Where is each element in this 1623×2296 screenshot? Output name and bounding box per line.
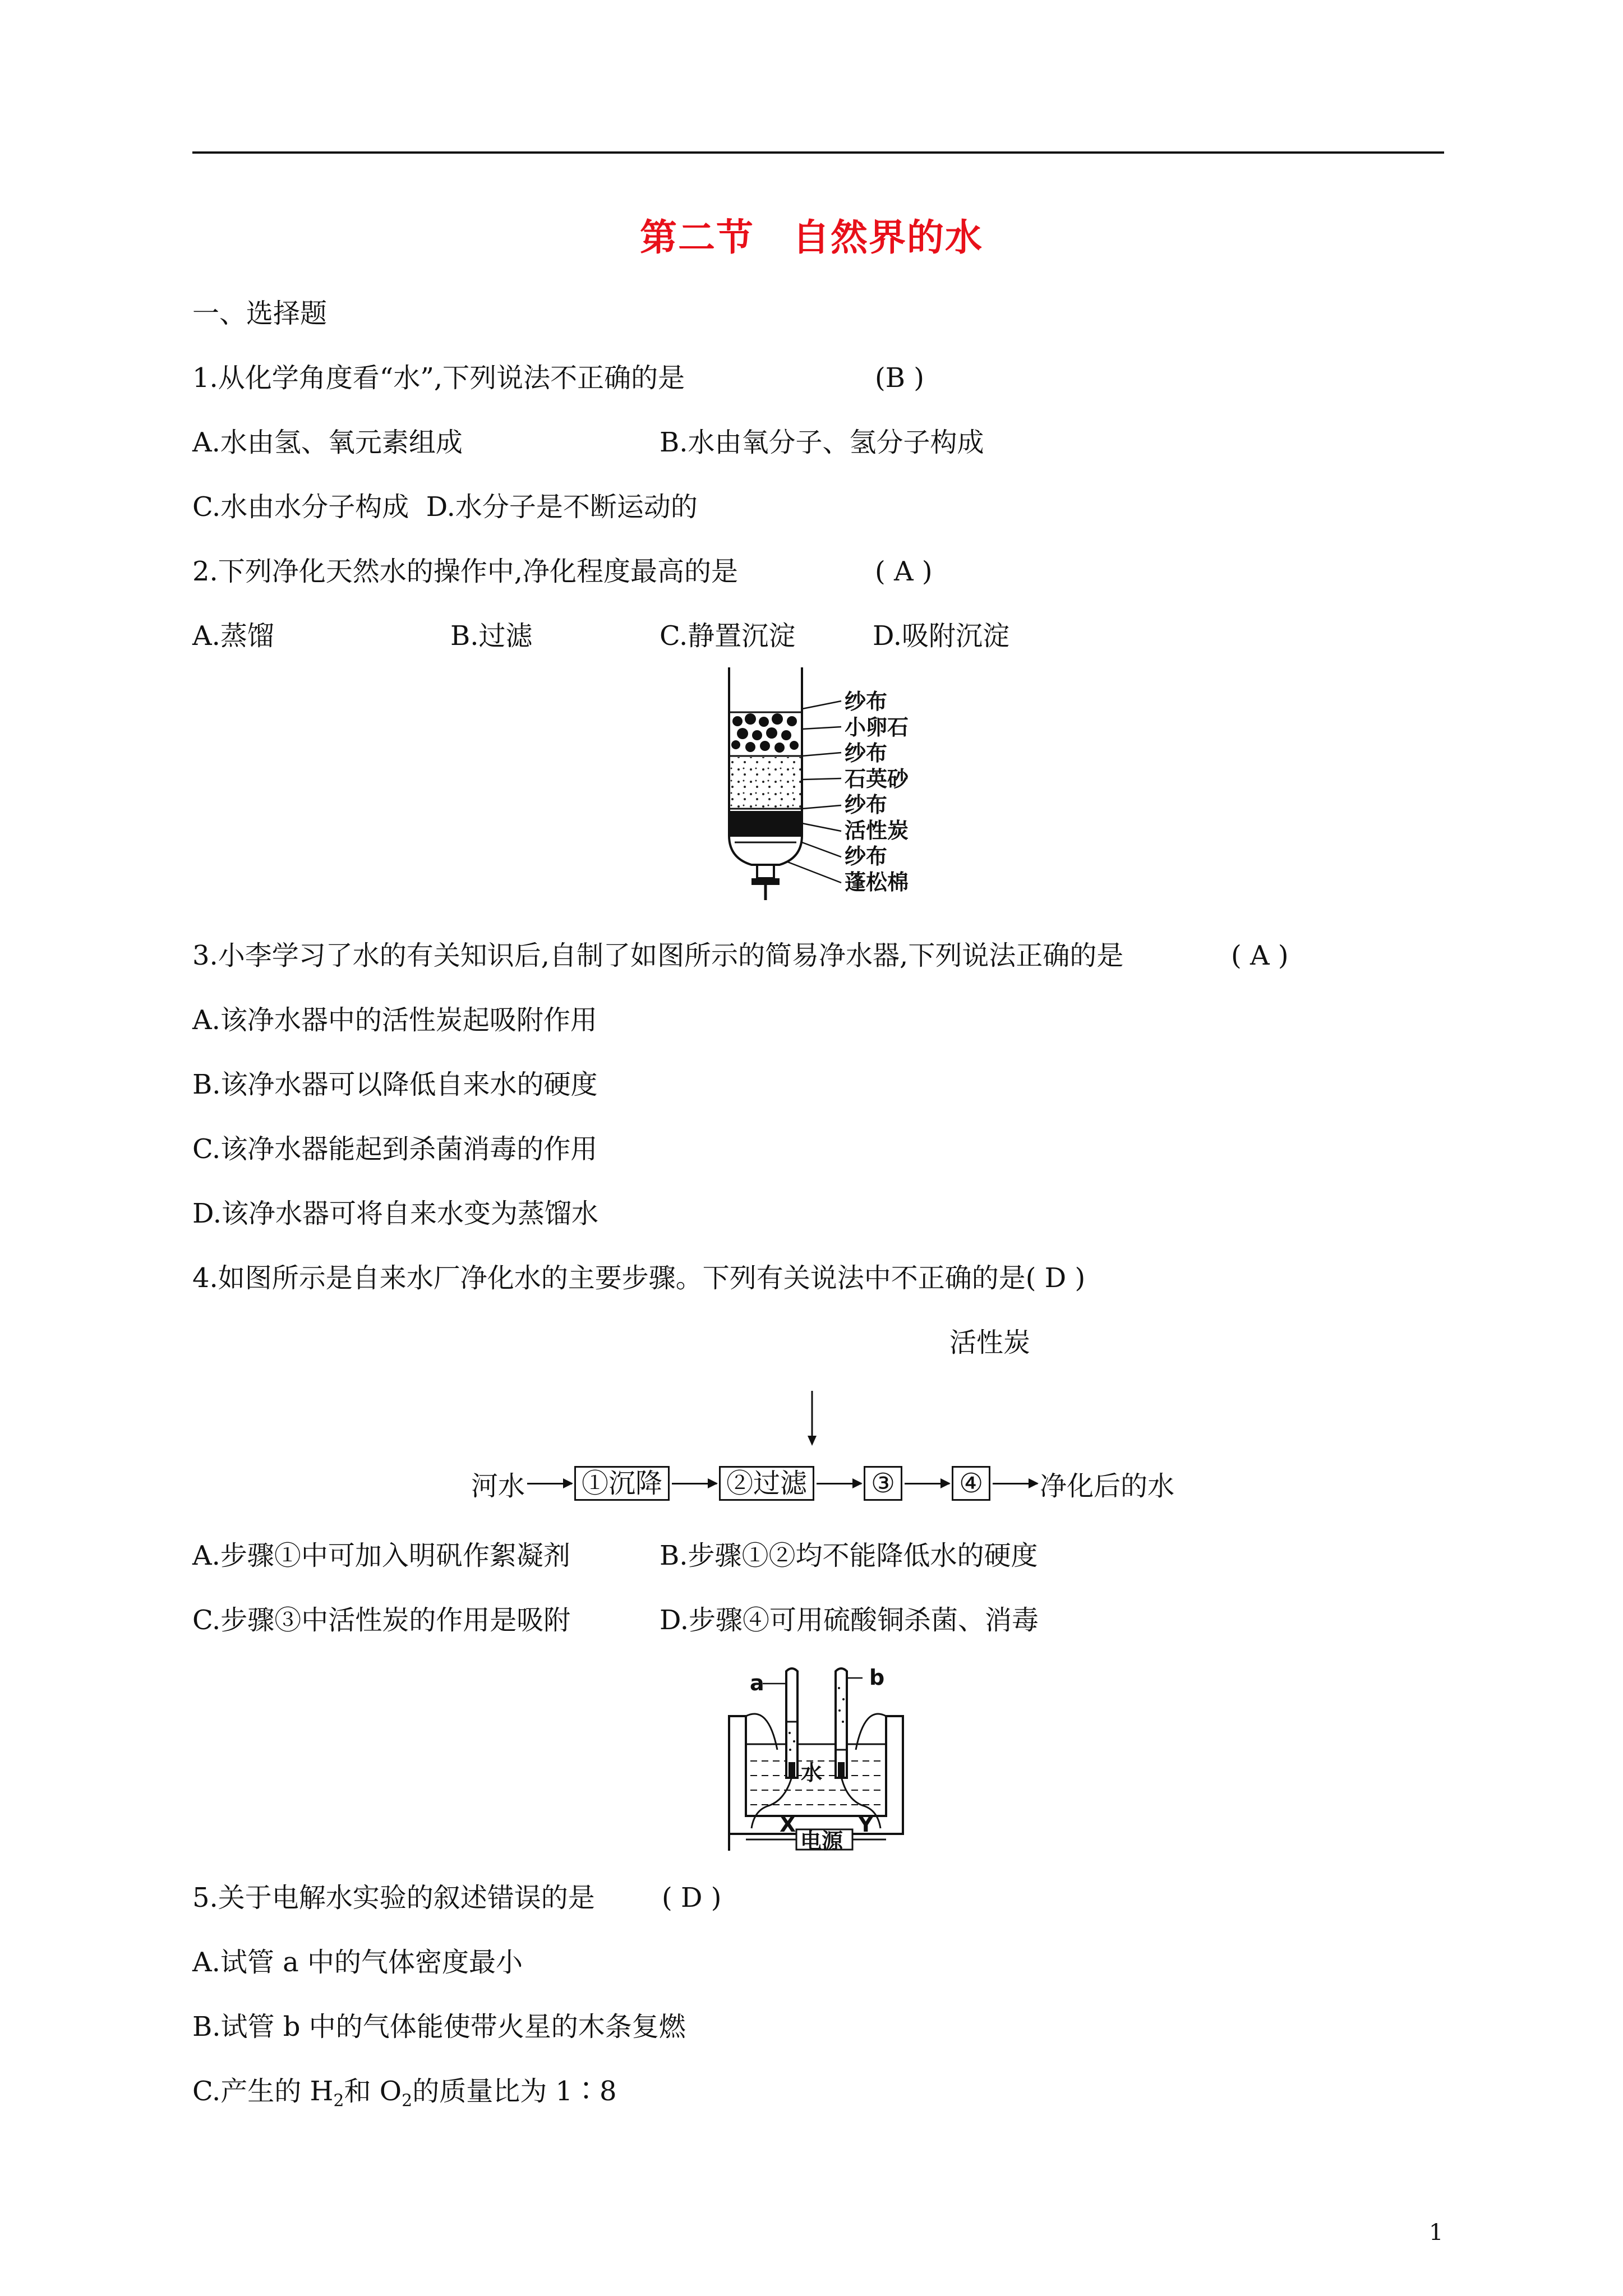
flow-step-2: ②过滤	[719, 1466, 814, 1501]
flow-start: 河水	[471, 1470, 525, 1502]
q3-answer: ( A )	[1231, 940, 1289, 971]
filter-label-gauze-1: 纱布	[845, 689, 888, 714]
q3-option-a: A.该净水器中的活性炭起吸附作用	[192, 1004, 597, 1036]
q5-option-c	[192, 2078, 617, 2110]
q5-stem: 5.关于电解水实验的叙述错误的是	[192, 1882, 595, 1914]
q1-option-cd: C.水由水分子构成 D.水分子是不断运动的	[192, 491, 698, 523]
q5-option-c-suffix: 的质量比为 1∶8	[412, 2076, 617, 2107]
water-filter-diagram	[723, 667, 959, 909]
q3-stem: 3.小李学习了水的有关知识后,自制了如图所示的简易净水器,下列说法正确的是	[192, 940, 1124, 971]
q5-option-a: A.试管 a 中的气体密度最小	[192, 1947, 523, 1978]
flow-end: 净化后的水	[1040, 1470, 1175, 1502]
electrode-y-label: Y	[858, 1812, 874, 1837]
q2-option-c: C.静置沉淀	[660, 620, 796, 652]
q5-option-c-prefix: C.产生的 H	[192, 2076, 334, 2107]
subscript: 2	[333, 2091, 344, 2111]
tube-b-label: b	[869, 1665, 885, 1690]
flow-additive-label: 活性炭	[949, 1327, 1031, 1358]
section-heading: 一、选择题	[192, 298, 328, 329]
header-rule	[192, 151, 1444, 154]
flow-arrow	[527, 1483, 572, 1484]
purification-flowchart	[471, 1464, 1174, 1503]
q5-answer: ( D )	[662, 1882, 722, 1914]
q1-answer: (B )	[875, 362, 924, 394]
flow-arrow	[905, 1483, 949, 1484]
filter-label-activated-carbon: 活性炭	[845, 818, 909, 843]
power-source-label: 电源	[800, 1829, 843, 1854]
q5-option-b: B.试管 b 中的气体能使带火星的木条复燃	[192, 2011, 686, 2043]
filter-label-gauze-2: 纱布	[845, 741, 888, 766]
q2-option-b: B.过滤	[450, 620, 533, 652]
flow-arrow	[993, 1483, 1038, 1484]
q3-option-c: C.该净水器能起到杀菌消毒的作用	[192, 1133, 598, 1165]
filter-label-quartz-sand: 石英砂	[845, 767, 909, 791]
q4-option-d: D.步骤④可用硫酸铜杀菌、消毒	[660, 1605, 1039, 1636]
page-title: 第二节 自然界的水	[640, 216, 983, 259]
q2-answer: ( A )	[875, 556, 933, 587]
flow-step-1: ①沉降	[574, 1466, 670, 1501]
q2-option-a: A.蒸馏	[192, 620, 274, 652]
q2-stem: 2.下列净化天然水的操作中,净化程度最高的是	[192, 556, 739, 587]
q4-option-b: B.步骤①②均不能降低水的硬度	[660, 1540, 1038, 1571]
q1-stem: 1.从化学角度看“水”,下列说法不正确的是	[192, 362, 685, 394]
subscript: 2	[402, 2091, 413, 2111]
q5-option-c-mid: 和 O	[344, 2076, 402, 2107]
filter-label-gauze-3: 纱布	[845, 792, 888, 817]
flow-step-4: ④	[952, 1466, 990, 1501]
q1-option-a: A.水由氢、氧元素组成	[192, 427, 463, 458]
flow-step-3: ③	[864, 1466, 902, 1501]
water-label: 水	[801, 1760, 823, 1785]
q3-option-b: B.该净水器可以降低自来水的硬度	[192, 1069, 598, 1100]
tube-a-label: a	[750, 1671, 764, 1695]
page-number: 1	[1429, 2220, 1444, 2246]
electrode-x-label: X	[780, 1812, 796, 1837]
filter-label-gauze-4: 纱布	[845, 844, 888, 869]
flow-arrow	[817, 1483, 861, 1484]
q2-option-d: D.吸附沉淀	[873, 620, 1010, 652]
down-arrow	[805, 1391, 819, 1447]
filter-label-pebbles: 小卵石	[845, 715, 909, 740]
q1-option-b: B.水由氧分子、氢分子构成	[660, 427, 984, 458]
q4-option-c: C.步骤③中活性炭的作用是吸附	[192, 1605, 571, 1636]
filter-label-cotton: 蓬松棉	[845, 870, 909, 895]
q4-option-a: A.步骤①中可加入明矾作絮凝剂	[192, 1540, 570, 1571]
flow-arrow	[672, 1483, 717, 1484]
q3-option-d: D.该净水器可将自来水变为蒸馏水	[192, 1198, 599, 1229]
q4-stem: 4.如图所示是自来水厂净化水的主要步骤。下列有关说法中不正确的是( D )	[192, 1262, 1086, 1294]
